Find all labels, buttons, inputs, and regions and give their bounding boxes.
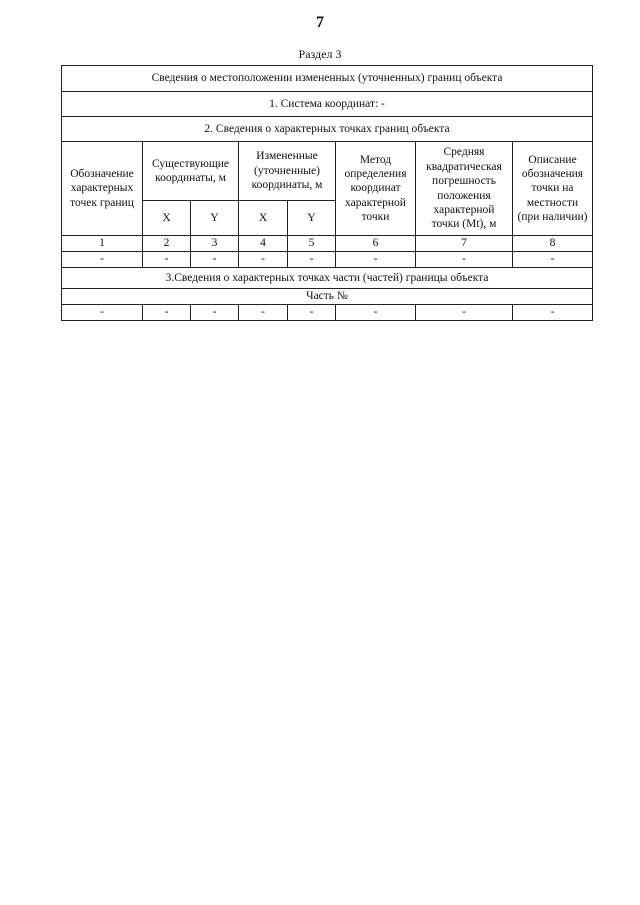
header-changed-x: X [239, 201, 288, 236]
header-designation: Обозначение характерных точек границ [62, 142, 143, 236]
header-changed-y: Y [288, 201, 336, 236]
header-mean-error: Средняя квадратическая погрешность положения характерной точки (Mt), м [416, 142, 513, 236]
table-title: Сведения о местоположении измененных (уточненных) границ объекта [62, 66, 593, 92]
header-changed-coords: Измененные (уточненные) координаты, м [239, 142, 336, 201]
section-title: Раздел 3 [298, 47, 342, 61]
part-label: Часть № [62, 289, 593, 305]
table-cell: - [513, 305, 593, 321]
header-method: Метод определения координат характерной точки [336, 142, 416, 236]
boundary-points-table [61, 65, 593, 321]
table-cell: - [143, 305, 191, 321]
header-existing-coords: Существующие координаты, м [143, 142, 239, 201]
column-number: 5 [288, 236, 336, 252]
column-number: 7 [416, 236, 513, 252]
header-description: Описание обозначения точки на местности (при наличии) [513, 142, 593, 236]
column-number: 1 [62, 236, 143, 252]
column-number: 8 [513, 236, 593, 252]
table-cell: - [416, 305, 513, 321]
table-cell: - [143, 252, 191, 268]
table-cell: - [336, 252, 416, 268]
header-existing-y: Y [191, 201, 239, 236]
table-cell: - [191, 252, 239, 268]
table-cell: - [336, 305, 416, 321]
points-data-row [62, 252, 593, 268]
table-cell: - [288, 305, 336, 321]
coordinate-system: 1. Система координат: - [62, 92, 593, 117]
column-number: 3 [191, 236, 239, 252]
table-cell: - [62, 252, 143, 268]
table-cell: - [416, 252, 513, 268]
column-numbers-row [62, 236, 593, 252]
table-cell: - [191, 305, 239, 321]
parts-data-row [62, 305, 593, 321]
table-cell: - [239, 252, 288, 268]
parts-section-title: 3.Сведения о характерных точках части (частей) границы объекта [62, 268, 593, 289]
table-cell: - [288, 252, 336, 268]
page-number: 7 [316, 14, 324, 31]
header-existing-x: X [143, 201, 191, 236]
table-cell: - [239, 305, 288, 321]
table-cell: - [62, 305, 143, 321]
column-number: 2 [143, 236, 191, 252]
table-cell: - [513, 252, 593, 268]
column-number: 4 [239, 236, 288, 252]
column-number: 6 [336, 236, 416, 252]
points-section-title: 2. Сведения о характерных точках границ объекта [62, 117, 593, 142]
